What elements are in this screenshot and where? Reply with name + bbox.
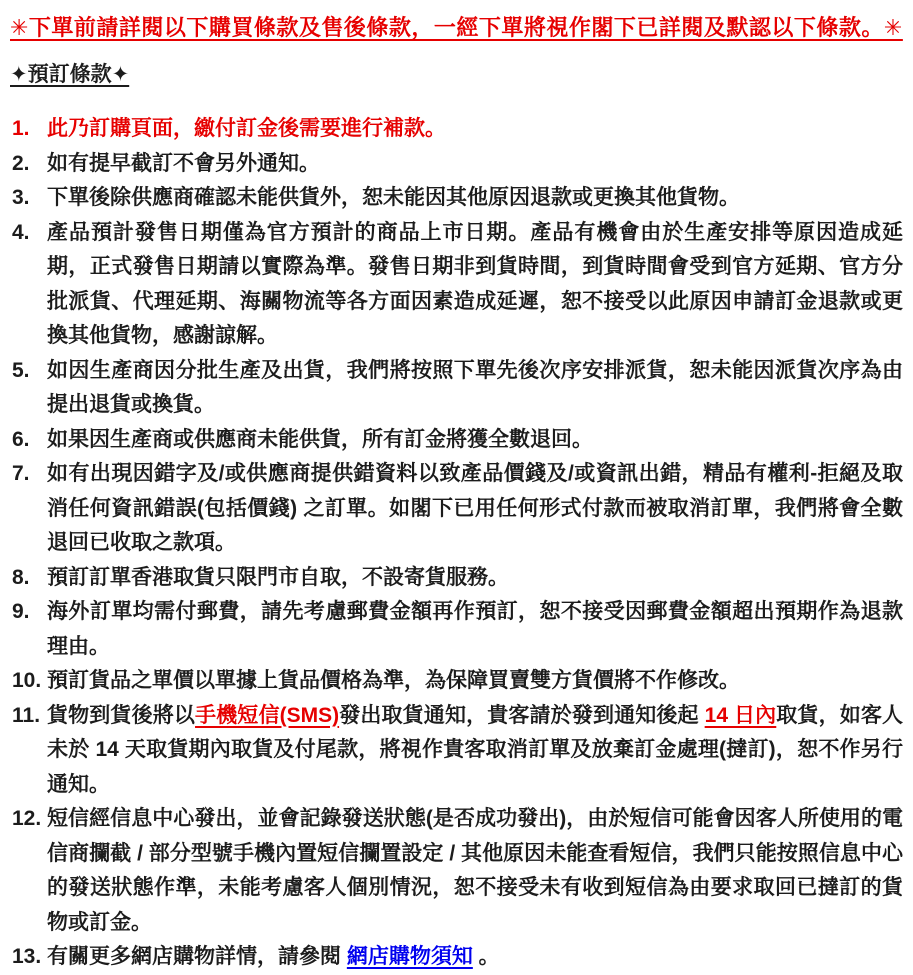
term-number: 5. [12, 358, 30, 382]
term-text-segment: 如有提早截訂不會另外通知。 [47, 151, 320, 175]
term-number: 7. [12, 462, 30, 485]
term-text [47, 428, 593, 451]
term-text [47, 600, 903, 658]
term-text-segment: 預訂貨品之單價以單據上貨品價格為準，為保障買賣雙方貨價將不作修改。 [47, 669, 740, 692]
term-number: 10. [12, 669, 42, 692]
term-text-segment: 如有出現因錯字及/或供應商提供錯資料以致產品價錢及/或資訊出錯，精品有權利-拒絕及取消任何資訊錯誤(包括價錢) 之訂單。如閣下已用任何形式付款而被取消訂單，我們將會全數退回已收取之款項。 [47, 462, 903, 554]
term-number: 3. [12, 186, 30, 209]
term-text [47, 152, 320, 175]
term-number: 11. [12, 703, 41, 727]
term-item [10, 595, 903, 664]
term-text [47, 704, 903, 796]
term-item [10, 699, 903, 803]
term-text [47, 186, 740, 209]
term-text-segment: 下單後除供應商確認未能供貨外，恕未能因其他原因退款或更換其他貨物。 [47, 186, 740, 209]
term-text-segment: 產品預計發售日期僅為官方預計的商品上市日期。產品有機會由於生產安排等原因造成延期，正式發售日期請以實際為準。發售日期非到貨時間，到貨時間會受到官方延期、官方分批派貨、代理延期、海關物流等各方面因素造成延遲，恕不接受以此原因申請訂金退款或更換其他貨物，感謝諒解。 [47, 220, 903, 347]
highlighted-text: 手機短信(SMS) [195, 703, 340, 727]
term-number: 8. [12, 565, 30, 589]
term-text-segment: 短信經信息中心發出，並會記錄發送狀態(是否成功發出)，由於短信可能會因客人所使用的電信商攔截 / 部分型號手機內置短信攔置設定 / 其他原因未能查看短信，我們只能按照信息中心的發送狀態作準，未能考慮客人個別情況，恕不接受未有收到短信為由要求取回已撻訂的貨物或訂金。 [47, 807, 903, 934]
term-text [47, 566, 509, 589]
purchase-notice-banner: ✳下單前請詳閱以下購買條款及售後條款，一經下單將視作閣下已詳閱及默認以下條款。✳ [10, 15, 903, 40]
term-text-segment: 海外訂單均需付郵費，請先考慮郵費金額再作預訂，恕不接受因郵費金額超出預期作為退款理由。 [47, 600, 903, 658]
term-number: 6. [12, 427, 30, 451]
term-item [10, 216, 903, 354]
term-number: 12. [12, 807, 42, 830]
term-number: 9. [12, 600, 30, 623]
term-item [10, 457, 903, 561]
term-text [47, 117, 446, 140]
term-number: 4. [12, 220, 30, 244]
section-title-preorder-terms: ✦預訂條款✦ [10, 63, 130, 86]
term-text-segment: 有關更多網店購物詳情，請參閱 [47, 945, 347, 968]
term-text-segment: 此乃訂購頁面，繳付訂金後需要進行補款。 [47, 117, 446, 140]
term-text-segment: 貨物到貨後將以 [47, 703, 196, 727]
term-text-segment: 如因生產商因分批生產及出貨，我們將按照下單先後次序安排派貨，恕未能因派貨次序為由提出退貨或換貨。 [47, 358, 903, 416]
term-text-segment: 預訂訂單香港取貨只限門市自取，不設寄貨服務。 [47, 565, 509, 589]
term-item [10, 181, 903, 216]
term-item [10, 423, 903, 458]
term-item [10, 664, 903, 699]
term-text [47, 221, 903, 348]
term-text-segment: 取貨，如客人未於 14 天取貨期內取貨及付尾款，將視作貴客取消訂單及放棄訂金處理(撻訂)，恕不作另行通知。 [47, 703, 903, 796]
shop-guide-link[interactable]: 網店購物須知 [346, 945, 473, 968]
term-item [10, 147, 903, 182]
term-text [47, 462, 903, 554]
term-number: 1. [12, 117, 30, 140]
term-item [10, 354, 903, 423]
terms-list [10, 112, 903, 975]
term-text [47, 359, 903, 417]
term-item [10, 561, 903, 596]
term-text-segment: 。 [472, 945, 500, 968]
term-text-segment: 如果因生產商或供應商未能供貨，所有訂金將獲全數退回。 [47, 427, 593, 451]
highlighted-text: 14 日內 [704, 703, 777, 727]
term-number: 2. [12, 151, 30, 175]
term-text [47, 945, 500, 968]
term-text [47, 669, 740, 692]
term-item [10, 940, 903, 975]
term-text-segment: 發出取貨通知，貴客請於發到通知後起 [339, 703, 705, 727]
term-text [47, 807, 903, 934]
term-item [10, 802, 903, 940]
term-item [10, 112, 903, 147]
term-number: 13. [12, 945, 42, 968]
